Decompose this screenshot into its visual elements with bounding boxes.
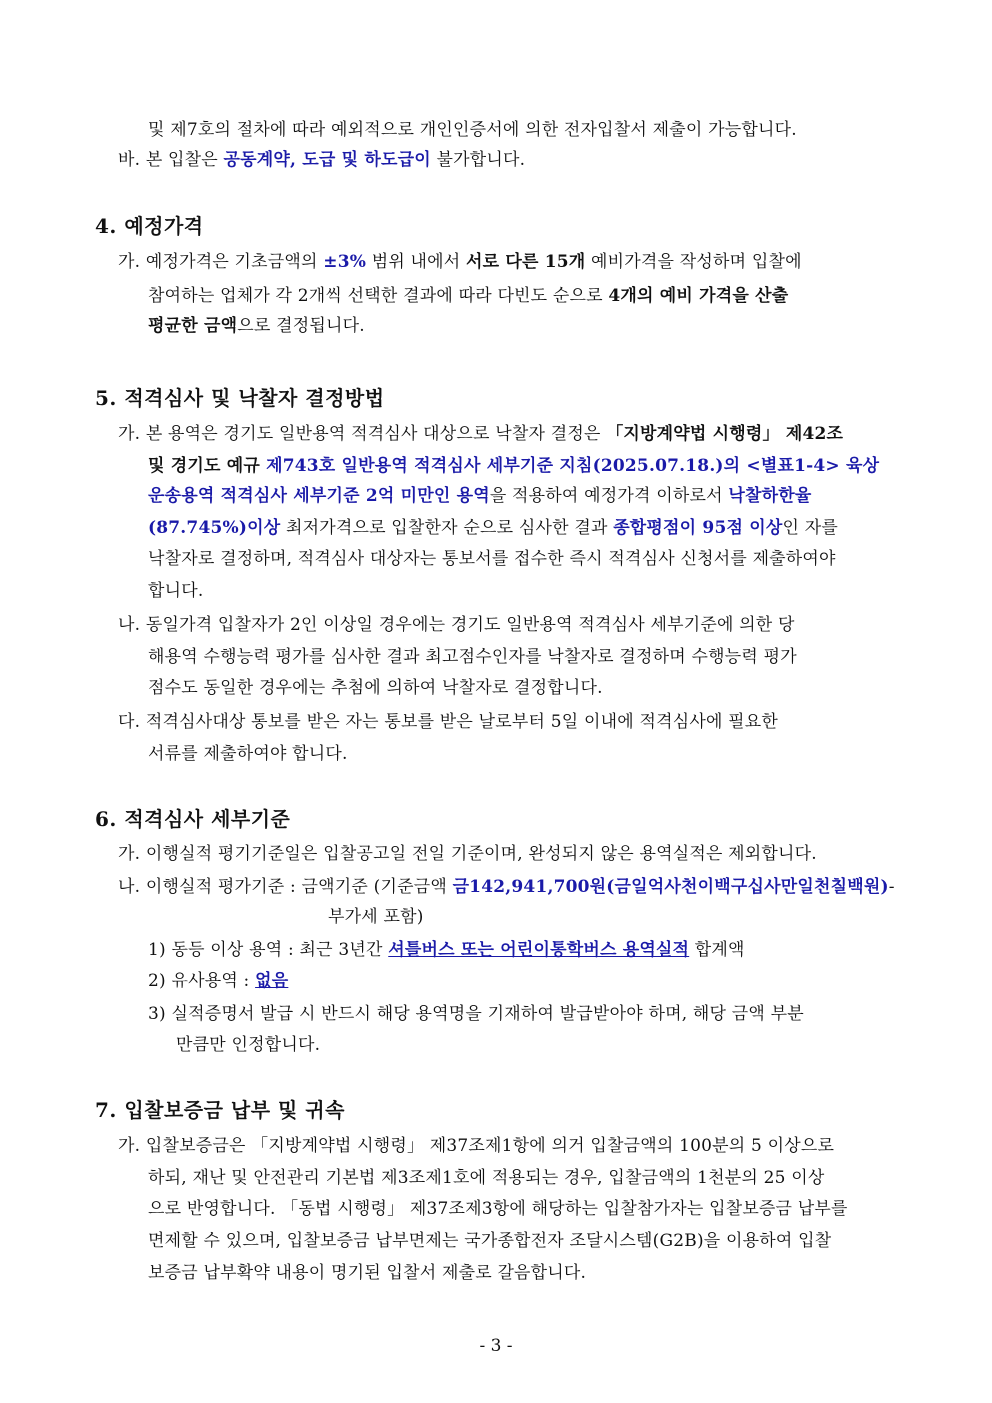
paragraph-line: 서류를 제출하여야 합니다. (148, 744, 348, 764)
text: 1) 동등 이상 용역 : 최근 3년간 (148, 940, 389, 960)
paragraph-line: 보증금 납부확약 내용이 명기된 입찰서 제출로 갈음합니다. (148, 1263, 587, 1283)
text: 2) 유사용역 : (148, 971, 256, 991)
bold-text: 평균한 금액 (148, 316, 238, 336)
emphasis-text: 운송용역 적격심사 세부기준 2억 미만인 용역 (148, 486, 490, 506)
text: 합계액 (689, 940, 745, 960)
emphasis-text: 제743호 일반용역 적격심사 세부기준 지침(2025.07.18.)의 <별표1-4> 육상 (266, 456, 880, 476)
emphasis-text: 종합평점이 95점 이상 (613, 518, 783, 538)
paragraph-line (118, 422, 843, 446)
list-item (148, 938, 745, 962)
paragraph-line: 부가세 포함) (328, 907, 424, 927)
paragraph-line: 하되, 재난 및 안전관리 기본법 제3조제1호에 적용되는 경우, 입찰금액의 1천분의 25 이상 (148, 1168, 825, 1188)
page-number: - 3 - (479, 1336, 513, 1356)
emphasis-text: (87.745%)이상 (148, 518, 281, 538)
bold-text: 서로 다른 15개 (466, 252, 586, 272)
paragraph-line: 가. 이행실적 평기기준일은 입찰공고일 전일 기준이며, 완성되지 않은 용역실적은 제외합니다. (118, 844, 817, 864)
emphasis-text: 공동계약, 도급 및 하도급이 (223, 150, 431, 170)
bold-text: 및 경기도 예규 (148, 456, 267, 476)
text: - (888, 877, 895, 897)
text: 가. 본 용역은 경기도 일반용역 적격심사 대상으로 낙찰자 결정은 (118, 424, 607, 444)
emphasis-text: 없음 (255, 971, 289, 991)
text: 범위 내에서 (366, 252, 467, 272)
paragraph-line: 점수도 동일한 경우에는 추첨에 의하여 낙찰자로 결정합니다. (148, 678, 603, 698)
paragraph-line: 다. 적격심사대상 통보를 받은 자는 통보를 받은 날로부터 5일 이내에 적격심사에 필요한 (118, 712, 779, 732)
text: 예비가격을 작성하며 입찰에 (585, 252, 802, 272)
text: 가. 예정가격은 기초금액의 (118, 252, 324, 272)
emphasis-text: ±3% (323, 252, 367, 272)
emphasis-text: 셔틀버스 또는 어린이통학버스 용역실적 (388, 940, 690, 960)
section-heading: 7. 입찰보증금 납부 및 귀속 (95, 1098, 345, 1122)
paragraph-line: 합니다. (148, 581, 204, 601)
text: 참여하는 업체가 각 2개씩 선택한 결과에 따라 다빈도 순으로 (148, 286, 609, 306)
text: 나. 이행실적 평가기준 : 금액기준 (기준금액 (118, 877, 453, 897)
bold-text: 4개의 예비 가격을 산출 (608, 286, 789, 306)
paragraph-line (148, 118, 797, 142)
paragraph-line (118, 148, 525, 172)
paragraph-line (148, 284, 788, 308)
section-heading: 6. 적격심사 세부기준 (95, 807, 291, 831)
paragraph-line: 면제할 수 있으며, 입찰보증금 납부면제는 국가종합전자 조달시스템(G2B)을 이용하여 입찰 (148, 1231, 832, 1251)
paragraph-line (148, 454, 879, 478)
paragraph-line: 해용역 수행능력 평가를 심사한 결과 최고점수인자를 낙찰자로 결정하며 수행능력 평가 (148, 647, 797, 667)
paragraph-line: 만큼만 인정합니다. (176, 1035, 321, 1055)
paragraph-line (118, 250, 802, 274)
paragraph-line: 낙찰자로 결정하며, 적격심사 대상자는 통보서를 접수한 즉시 적격심사 신청서를 제출하여야 (148, 549, 836, 569)
text: 인 자를 (782, 518, 838, 538)
emphasis-text: 낙찰하한율 (728, 486, 812, 506)
paragraph-line: 나. 동일가격 입찰자가 2인 이상일 경우에는 경기도 일반용역 적격심사 세부기준에 의한 당 (118, 615, 795, 635)
bold-text: 「지방계약법 시행령」 제42조 (606, 424, 844, 444)
paragraph-line: 가. 입찰보증금은 「지방계약법 시행령」 제37조제1항에 의거 입찰금액의 100분의 5 이상으로 (118, 1136, 835, 1156)
paragraph-line: 으로 반영합니다. 「동법 시행령」 제37조제3항에 해당하는 입찰참가자는 입찰보증금 납부를 (148, 1199, 848, 1219)
text: 을 적용하여 예정가격 이하로서 (489, 486, 729, 506)
paragraph-line (118, 875, 895, 899)
text: 최저가격으로 입찰한자 순으로 심사한 결과 (280, 518, 614, 538)
paragraph-line (148, 314, 365, 338)
paragraph-line (148, 516, 838, 540)
paragraph-line (148, 484, 811, 508)
text: 및 제7호의 절차에 따라 예외적으로 개인인증서에 의한 전자입찰서 제출이 가능합니다. (148, 120, 797, 140)
emphasis-text: 금142,941,700원(금일억사천이백구십사만일천칠백원) (452, 877, 889, 897)
section-heading: 5. 적격심사 및 낙찰자 결정방법 (95, 386, 385, 410)
text: 불가합니다. (430, 150, 526, 170)
section-heading: 4. 예정가격 (95, 214, 204, 238)
text: 으로 결정됩니다. (237, 316, 365, 336)
list-item (148, 969, 288, 993)
list-item: 3) 실적증명서 발급 시 반드시 해당 용역명을 기재하여 발급받아야 하며, 해당 금액 부분 (148, 1004, 804, 1024)
text: 바. 본 입찰은 (118, 150, 224, 170)
